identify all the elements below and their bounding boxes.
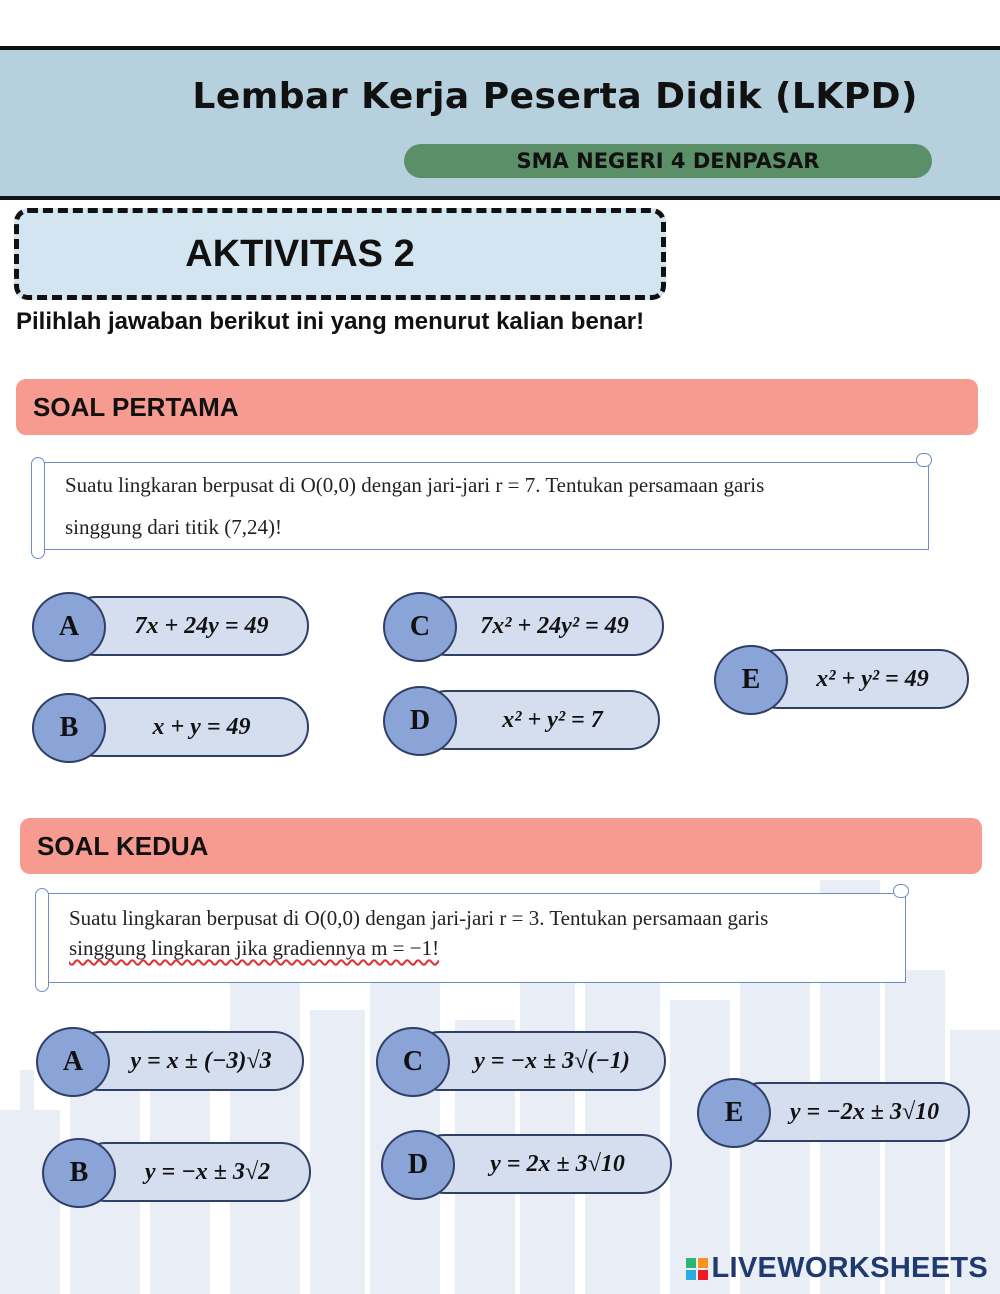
question-1-label: SOAL PERTAMA	[33, 391, 239, 422]
q1-option-b-text: x + y = 49	[66, 697, 309, 757]
school-name: SMA NEGERI 4 DENPASAR	[516, 149, 820, 173]
q1-option-e-text: x² + y² = 49	[748, 649, 969, 709]
q2-option-c-letter: C	[376, 1027, 450, 1097]
q1-option-c-letter: C	[383, 592, 457, 662]
q2-option-b-text: y = −x ± 3√2	[76, 1142, 311, 1202]
q2-option-e[interactable]	[697, 1078, 970, 1146]
q1-option-a[interactable]	[32, 592, 309, 660]
q1-option-b-letter: B	[32, 693, 106, 763]
section-bar-question-1	[16, 379, 978, 435]
q1-option-a-letter: A	[32, 592, 106, 662]
q2-option-a-letter: A	[36, 1027, 110, 1097]
question-2-text-box	[40, 893, 906, 983]
worksheet-title: Lembar Kerja Peserta Didik (LKPD)	[192, 76, 918, 117]
scroll-curl-left	[31, 457, 45, 559]
q2-option-b[interactable]	[42, 1138, 311, 1206]
liveworksheets-brand: LIVEWORKSHEETS	[711, 1252, 988, 1284]
liveworksheets-logo	[686, 1252, 989, 1285]
question-2-text-line-2: singgung lingkaran jika gradiennya m = −1!	[69, 936, 440, 960]
q1-option-e-letter: E	[714, 645, 788, 715]
q1-option-d-letter: D	[383, 686, 457, 756]
section-bar-question-2	[20, 818, 982, 874]
activity-title: AKTIVITAS 2	[185, 232, 415, 275]
q2-option-c-text: y = −x ± 3√(−1)	[410, 1031, 666, 1091]
q2-option-a-text: y = x ± (−3)√3	[70, 1031, 304, 1091]
q2-option-d-text: y = 2x ± 3√10	[415, 1134, 672, 1194]
scroll-curl-left	[35, 888, 49, 992]
q1-option-c[interactable]	[383, 592, 664, 660]
question-2-label: SOAL KEDUA	[37, 830, 209, 861]
q2-option-d[interactable]	[381, 1130, 672, 1198]
scroll-curl-right	[893, 884, 909, 898]
instruction-text: Pilihlah jawaban berikut ini yang menurut kalian benar!	[16, 308, 645, 335]
q1-option-d[interactable]	[383, 686, 660, 754]
header-banner	[0, 46, 1000, 200]
q1-option-a-text: 7x + 24y = 49	[66, 596, 309, 656]
q2-option-e-letter: E	[697, 1078, 771, 1148]
q1-option-b[interactable]	[32, 693, 309, 761]
q2-option-d-letter: D	[381, 1130, 455, 1200]
question-2-text-line-1: Suatu lingkaran berpusat di O(0,0) dengan jari-jari r = 3. Tentukan persamaan garis	[69, 906, 769, 930]
q2-option-b-letter: B	[42, 1138, 116, 1208]
q2-option-a[interactable]	[36, 1027, 304, 1095]
question-1-text-line-1: Suatu lingkaran berpusat di O(0,0) dengan jari-jari r = 7. Tentukan persamaan garis	[65, 473, 765, 497]
scroll-curl-right	[916, 453, 932, 467]
q2-option-c[interactable]	[376, 1027, 666, 1095]
school-badge	[404, 144, 932, 178]
liveworksheets-icon	[686, 1258, 708, 1280]
activity-box	[14, 208, 666, 300]
question-1-text-line-2: singgung dari titik (7,24)!	[65, 515, 282, 539]
q1-option-c-text: 7x² + 24y² = 49	[417, 596, 664, 656]
q1-option-e[interactable]	[714, 645, 969, 713]
question-1-text-box	[36, 462, 929, 550]
q1-option-d-text: x² + y² = 7	[417, 690, 660, 750]
q2-option-e-text: y = −2x ± 3√10	[731, 1082, 970, 1142]
